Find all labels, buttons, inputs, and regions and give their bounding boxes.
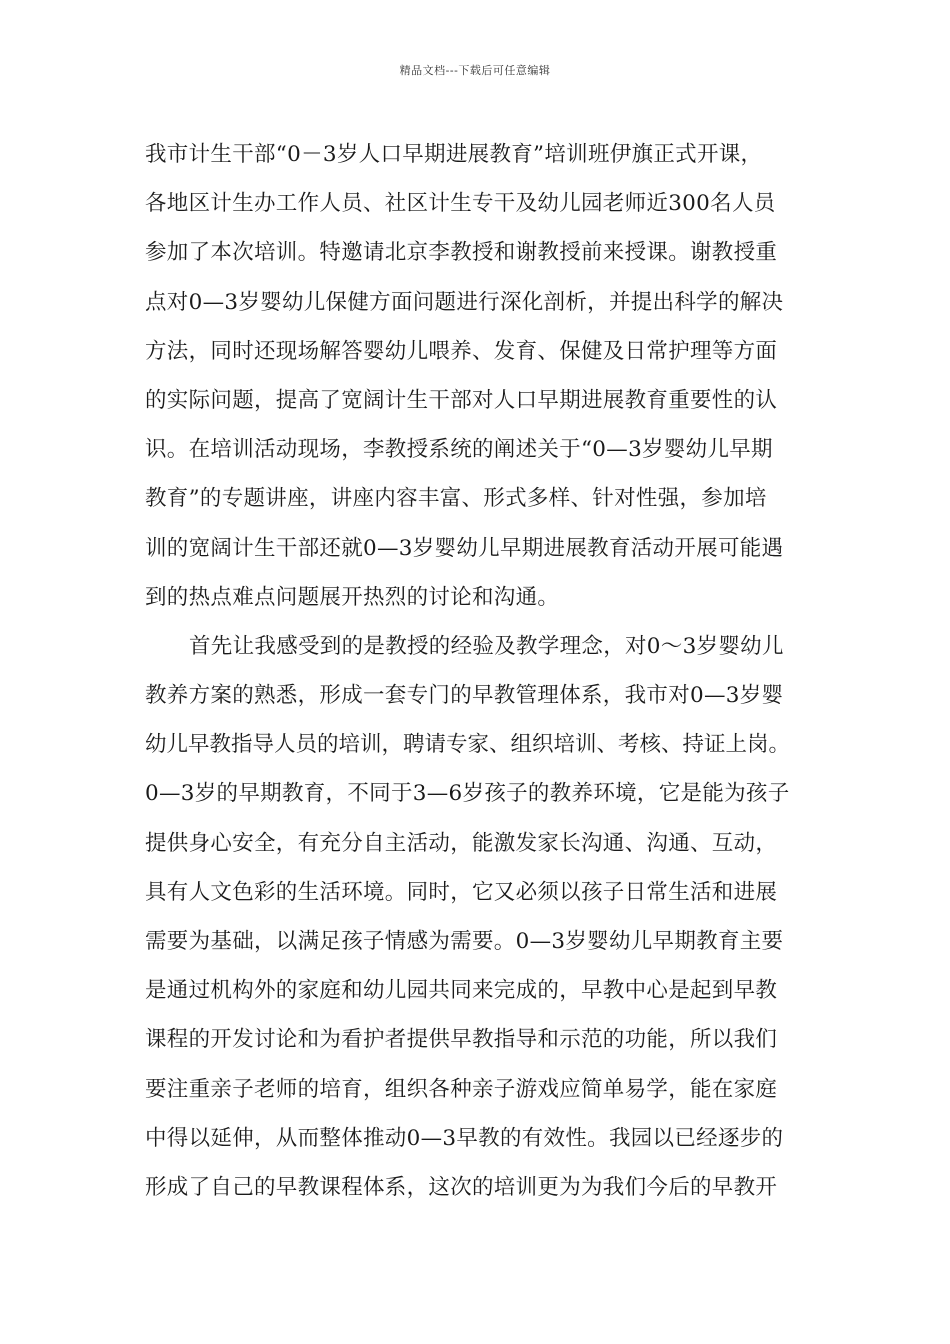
paragraph-start-line: 首先让我感受到的是教授的经验及教学理念，对0～3岁婴幼儿 xyxy=(189,633,784,659)
text-line: 点对0—3岁婴幼儿保健方面问题进行深化剖析，并提出科学的解决 xyxy=(145,289,784,315)
text-line: 是通过机构外的家庭和幼儿园共同来完成的，早教中心是起到早教 xyxy=(145,978,778,1004)
text-line: 教育”的专题讲座，讲座内容丰富、形式多样、针对性强，参加培 xyxy=(145,486,767,512)
document-body xyxy=(145,130,825,1212)
text-line: 识。在培训活动现场，李教授系统的阐述关于“0—3岁婴幼儿早期 xyxy=(145,437,773,463)
text-line: 的实际问题，提高了宽阔计生干部对人口早期进展教育重要性的认 xyxy=(145,387,778,413)
text-line: 0—3岁的早期教育，不同于3—6岁孩子的教养环境，它是能为孩子 xyxy=(145,781,790,807)
text-line: 提供身心安全，有充分自主活动，能激发家长沟通、沟通、互动， xyxy=(145,830,778,856)
text-line: 需要为基础，以满足孩子情感为需要。0—3岁婴幼儿早期教育主要 xyxy=(145,929,784,954)
text-line: 参加了本次培训。特邀请北京李教授和谢教授前来授课。谢教授重 xyxy=(145,240,778,266)
text-line: 课程的开发讨论和为看护者提供早教指导和示范的功能，所以我们 xyxy=(145,1027,778,1053)
text-line: 具有人文色彩的生活环境。同时，它又必须以孩子日常生活和进展 xyxy=(145,879,778,905)
text-line: 方法，同时还现场解答婴幼儿喂养、发育、保健及日常护理等方面 xyxy=(145,338,778,364)
text-line: 训的宽阔计生干部还就0—3岁婴幼儿早期进展教育活动开展可能遇 xyxy=(145,535,784,561)
text-line: 我市计生干部“0－3岁人口早期进展教育”培训班伊旗正式开课， xyxy=(145,142,763,167)
text-line: 中得以延伸，从而整体推动0—3早教的有效性。我园以已经逐步的 xyxy=(145,1125,784,1151)
text-line: 各地区计生办工作人员、社区计生专干及幼儿园老师近300名人员 xyxy=(145,191,776,217)
page-header: 精品文档---下载后可任意编辑 xyxy=(399,64,551,77)
text-line: 教养方案的熟悉，形成一套专门的早教管理体系，我市对0—3岁婴 xyxy=(145,683,784,709)
text-line: 到的热点难点问题展开热烈的讨论和沟通。 xyxy=(145,584,560,610)
text-line: 形成了自己的早教课程体系，这次的培训更为为我们今后的早教开 xyxy=(145,1174,778,1200)
text-line: 幼儿早教指导人员的培训，聘请专家、组织培训、考核、持证上岗。 xyxy=(145,732,791,758)
text-line: 要注重亲子老师的培育，组织各种亲子游戏应简单易学，能在家庭 xyxy=(145,1076,778,1102)
